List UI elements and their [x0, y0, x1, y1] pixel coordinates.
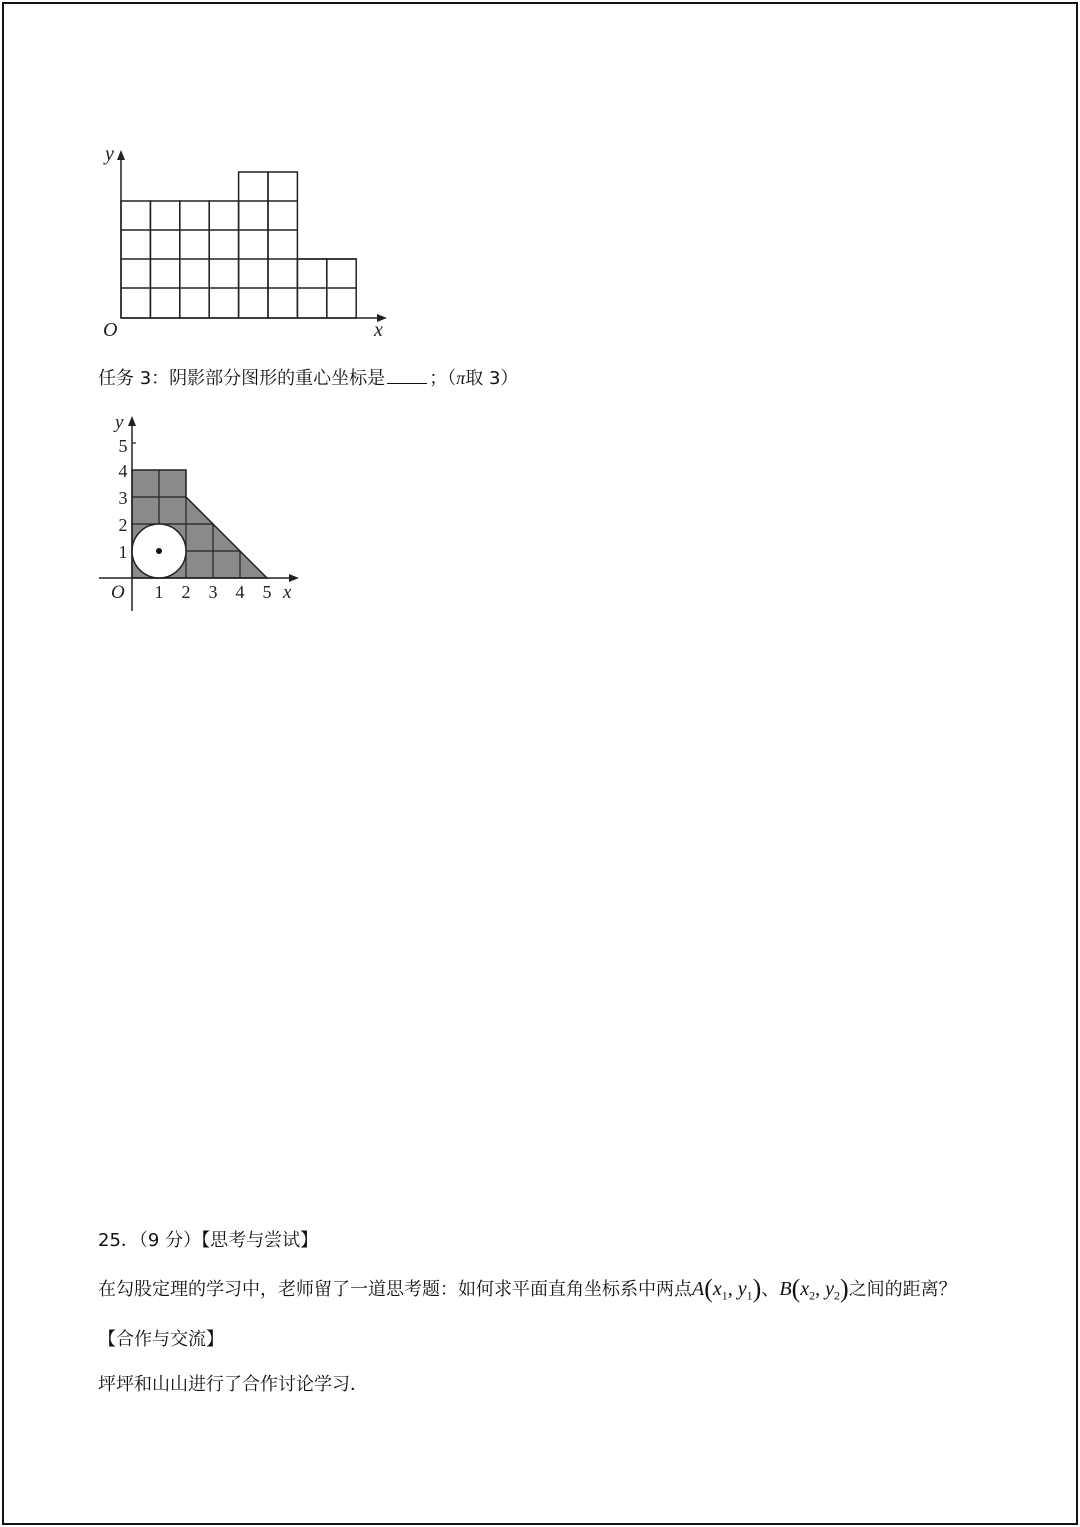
pi-symbol: π	[456, 368, 466, 388]
task3-suffix: ；（	[429, 368, 457, 389]
x-tick-5: 5	[262, 582, 272, 602]
task3-prefix: 任务 3：阴影部分图形的重心坐标是	[98, 368, 386, 389]
point-a-y: y	[737, 1278, 747, 1300]
point-a-letter: A	[692, 1278, 705, 1300]
origin-label: O	[111, 582, 125, 603]
point-b-letter: B	[779, 1278, 792, 1300]
y-axis-label: y	[105, 143, 114, 165]
point-b-y-sub: 2	[834, 1288, 841, 1303]
x-tick-1: 1	[154, 582, 164, 602]
x-axis-label: x	[374, 319, 383, 341]
grid-figure	[95, 140, 395, 345]
x-axis-label: x	[283, 582, 292, 603]
y-tick-4: 4	[118, 461, 128, 481]
section-title: 【合作与交流】	[98, 1329, 224, 1350]
y-tick-1: 1	[118, 542, 128, 562]
point-b-x: x	[800, 1278, 810, 1300]
y-axis-label: y	[115, 412, 124, 433]
y-tick-3: 3	[118, 488, 128, 508]
discussion-text: 坪坪和山山进行了合作讨论学习．	[98, 1374, 368, 1395]
point-a-y-sub: 1	[746, 1288, 753, 1303]
question-text-start: 在勾股定理的学习中，老师留了一道思考题：如何求平面直角坐标系中两点	[98, 1279, 692, 1300]
point-a-x-sub: 1	[721, 1288, 728, 1303]
task3-tail: 取 3）	[465, 368, 519, 389]
point-b-y: y	[825, 1278, 835, 1300]
answer-blank	[387, 365, 427, 384]
point-b-x-sub: 2	[809, 1288, 816, 1303]
separator: 、	[761, 1279, 780, 1300]
y-tick-5: 5	[118, 436, 128, 456]
q25-question: 在勾股定理的学习中，老师留了一道思考题：如何求平面直角坐标系中两点$A(x_1$, $y_1$)、$B(x_2$, $y_2$)之间的距离？	[98, 1274, 957, 1303]
circle-center-dot	[156, 548, 162, 554]
question-text-end: 之间的距离？	[848, 1279, 957, 1300]
point-a-x: x	[712, 1278, 722, 1300]
x-tick-2: 2	[181, 582, 191, 602]
x-tick-4: 4	[235, 582, 245, 602]
origin-label: O	[103, 319, 118, 341]
y-tick-2: 2	[118, 515, 128, 535]
centroid-figure	[95, 408, 310, 613]
x-tick-3: 3	[208, 582, 218, 602]
q25-header: 25．（9 分）【思考与尝试】	[98, 1230, 319, 1251]
task3-line	[98, 365, 518, 391]
